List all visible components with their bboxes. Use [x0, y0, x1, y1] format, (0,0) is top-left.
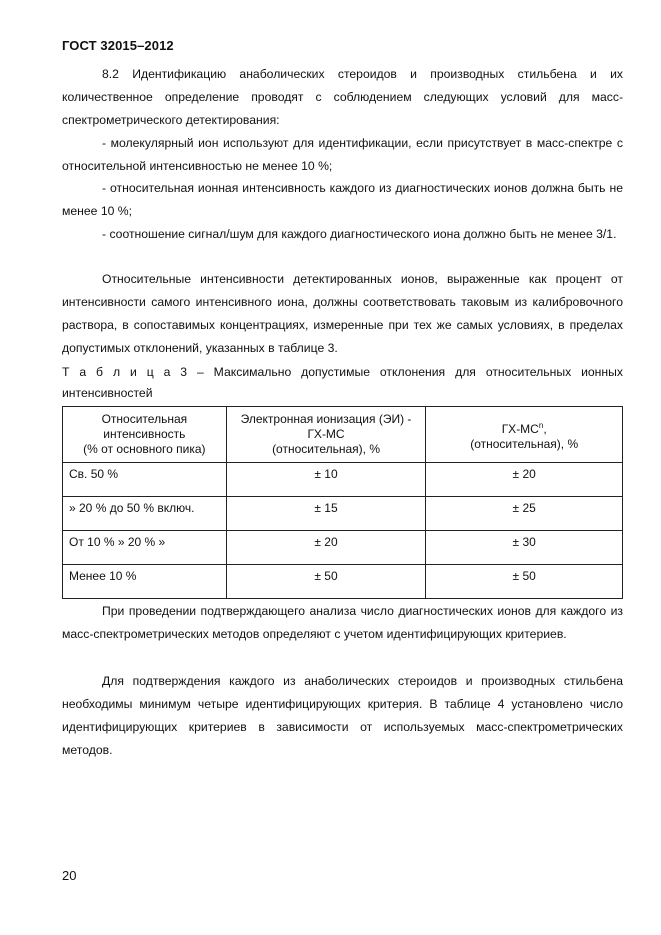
page-number: 20 [62, 868, 77, 883]
deviation-table [62, 406, 623, 599]
table-caption: Т а б л и ц а 3 – Максимально допустимые отклонения для относительных ионных интенсивностей [62, 365, 623, 400]
header-electron-ionization: Электронная ионизация (ЭИ) - ГХ-МС (относительная), % [226, 407, 426, 463]
table-cell: ± 25 [426, 497, 623, 531]
table-cell: ± 50 [226, 565, 426, 599]
document-header: ГОСТ 32015–2012 [62, 38, 174, 53]
table-cell: От 10 % » 20 % » [63, 531, 227, 565]
paragraph-8-2: 8.2 Идентификацию анаболических стероидов и производных стильбена и их количественное определение проводят с соблюдением следующих условий для масс-спектрометрического детектирования: [62, 67, 623, 127]
header-gc-ms: $ГХ-МС^n$, (относительная), % [426, 407, 623, 463]
paragraph-identification-criteria: Для подтверждения каждого из анаболических стероидов и производных стильбена необходимы минимум четыре идентифицирующих критерия. В таблице 4 установлено число идентифицирующих критериев в зависимости от используемых масс-спектрометрических методов. [62, 674, 623, 757]
table-row [63, 565, 623, 599]
table-cell: ± 15 [226, 497, 426, 531]
table-cell: Менее 10 % [63, 565, 227, 599]
paragraph-relative-intensities: Относительные интенсивности детектированных ионов, выраженные как процент от интенсивности самого интенсивного иона, должны соответствовать таковым из калибровочного раствора, в сопоставимых концентрациях, измеренные при тех же самых условиях, в пределах допустимых отклонений, указанных в таблице 3. [62, 272, 623, 355]
table-row [63, 497, 623, 531]
table-header-row [63, 407, 623, 463]
header-relative-intensity: Относительная интенсивность (% от основного пика) [63, 407, 227, 463]
table-cell: Св. 50 % [63, 463, 227, 497]
table-cell: ± 30 [426, 531, 623, 565]
table-cell: ± 50 [426, 565, 623, 599]
table-cell: ± 20 [426, 463, 623, 497]
table-cell: ± 20 [226, 531, 426, 565]
bullet-relative-intensity: - относительная ионная интенсивность каждого из диагностических ионов должна быть не менее 10 %; [62, 181, 623, 218]
bullet-signal-noise: - соотношение сигнал/шум для каждого диагностического иона должно быть не менее 3/1. [102, 227, 617, 241]
table-row [63, 463, 623, 497]
table-row [63, 531, 623, 565]
bullet-molecular-ion: - молекулярный ион используют для идентификации, если присутствует в масс-спектре с относительной интенсивностью не менее 10 %; [62, 136, 623, 173]
table-cell: » 20 % до 50 % включ. [63, 497, 227, 531]
paragraph-confirmatory-analysis: При проведении подтверждающего анализа число диагностических ионов для каждого из масс-спектрометрических методов определяют с учетом идентифицирующих критериев. [62, 604, 623, 641]
table-cell: ± 10 [226, 463, 426, 497]
